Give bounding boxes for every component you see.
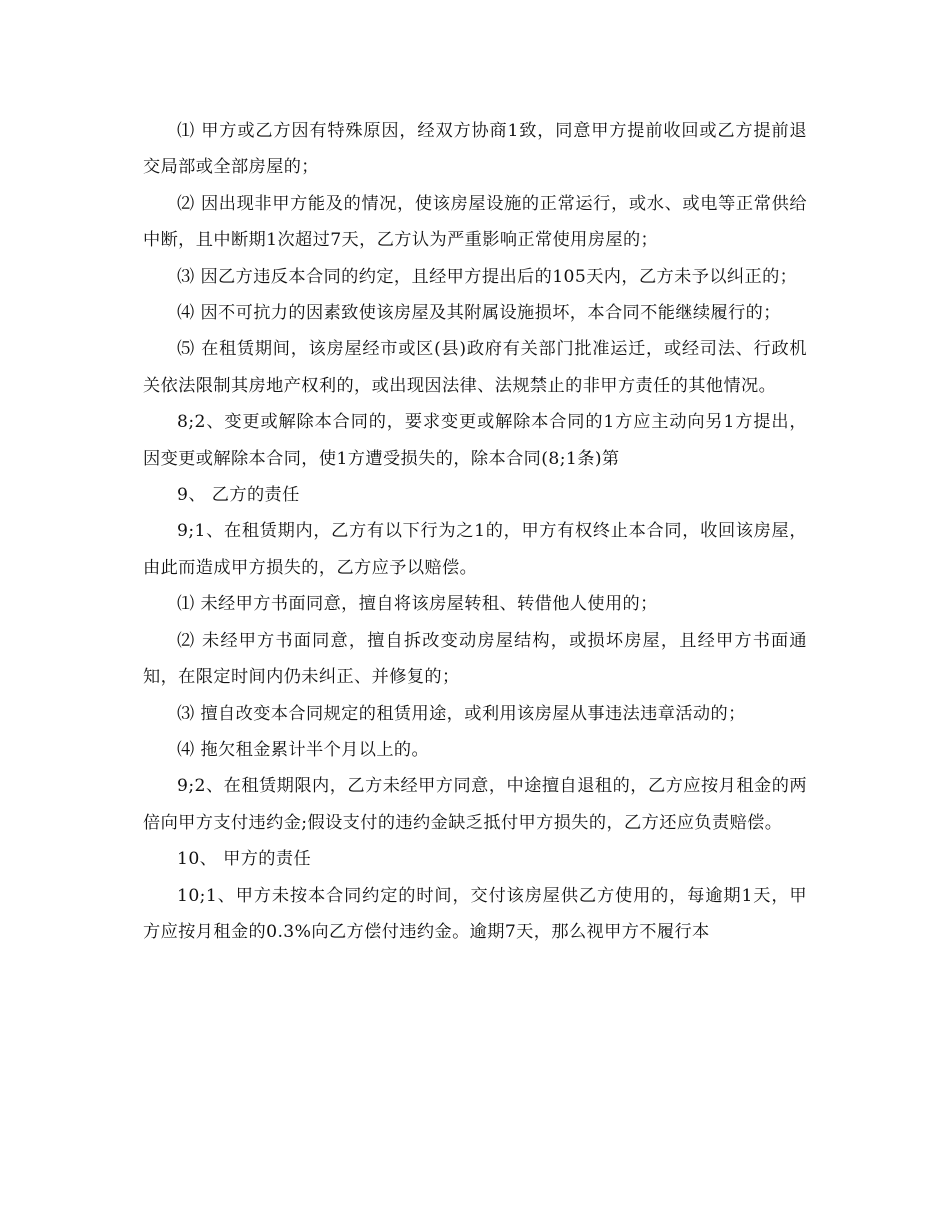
section-heading-9: 9、 乙方的责任 (177, 485, 300, 506)
paragraph-tenant-breach-4: ⑷ 拖欠租金累计半个月以上的。 (177, 739, 430, 760)
paragraph-tenant-breach-2: ⑵ 未经甲方书面同意，擅自拆改变动房屋结构，或损坏房屋，且经甲方书面通知，在限定时间内仍未纠正、并修复的； (143, 630, 807, 688)
paragraph-termination-condition-5: ⑸ 在租赁期间，该房屋经市或区(县)政府有关部门批准运迁，或经司法、行政机关依法限制其房地产权利的，或出现因法律、法规禁止的非甲方责任的其他情况。 (143, 339, 807, 396)
section-heading-10: 10、 甲方的责任 (177, 849, 312, 870)
paragraph-clause-8-2: 8;2、变更或解除本合同的，要求变更或解除本合同的1方应主动向另1方提出，因变更或解除本合同，使1方遭受损失的，除本合同(8;1条)第 (143, 412, 807, 469)
paragraph-termination-condition-3: ⑶ 因乙方违反本合同的约定，且经甲方提出后的105天内，乙方未予以纠正的； (177, 266, 798, 287)
paragraph-termination-condition-2: ⑵ 因出现非甲方能及的情况，使该房屋设施的正常运行，或水、或电等正常供给中断，且中断期1次超过7天，乙方认为严重影响正常使用房屋的； (143, 193, 807, 251)
document-body (143, 113, 807, 950)
paragraph-termination-condition-1: ⑴ 甲方或乙方因有特殊原因，经双方协商1致，同意甲方提前收回或乙方提前退交局部或全部房屋的； (143, 121, 807, 178)
paragraph-clause-10-1: 10;1、甲方未按本合同约定的时间，交付该房屋供乙方使用的，每逾期1天，甲方应按月租金的0.3%向乙方偿付违约金。逾期7天，那么视甲方不履行本 (143, 885, 807, 942)
paragraph-tenant-breach-3: ⑶ 擅自改变本合同规定的租赁用途，或利用该房屋从事违法违章活动的； (177, 703, 746, 724)
paragraph-termination-condition-4: ⑷ 因不可抗力的因素致使该房屋及其附属设施损坏，本合同不能继续履行的； (177, 303, 781, 324)
paragraph-clause-9-1: 9;1、在租赁期内，乙方有以下行为之1的，甲方有权终止本合同，收回该房屋，由此而造成甲方损失的，乙方应予以赔偿。 (143, 521, 807, 578)
paragraph-clause-9-2: 9;2、在租赁期限内，乙方未经甲方同意，中途擅自退租的，乙方应按月租金的两倍向甲方支付违约金;假设支付的违约金缺乏抵付甲方损失的，乙方还应负责赔偿。 (143, 776, 807, 833)
paragraph-tenant-breach-1: ⑴ 未经甲方书面同意，擅自将该房屋转租、转借他人使用的； (177, 594, 658, 615)
